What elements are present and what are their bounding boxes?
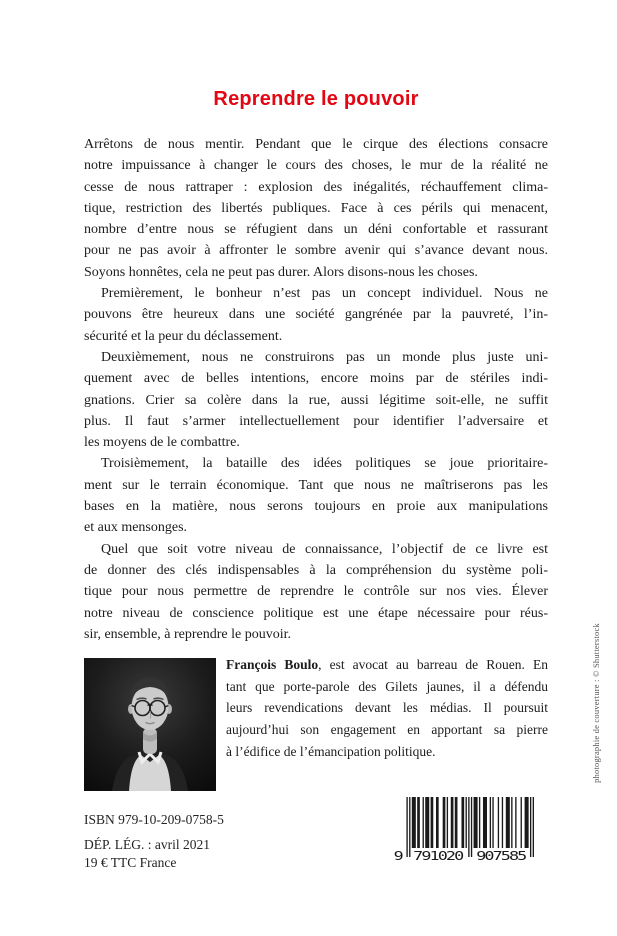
paragraph bbox=[84, 283, 548, 347]
text-line: François Boulo, est avocat au barreau de Rouen. En bbox=[226, 657, 548, 672]
author-portrait-illustration bbox=[84, 658, 216, 791]
text-line: sir, ensemble, à reprendre le pouvoir. bbox=[84, 626, 292, 642]
text-line: notre impuissance à changer le cours des choses, le mur de la réalité ne bbox=[84, 158, 548, 174]
text-line: ment sur le terrain économique. Tant que nous ne maîtriserons pas les bbox=[84, 477, 548, 493]
text-line: notre niveau de conscience politique est une étape nécessaire pour réus- bbox=[84, 605, 548, 621]
text-line: gnations. Crier sa colère dans la rue, aussi légitime soit-elle, ne suffit bbox=[84, 392, 548, 408]
svg-text:907585: 907585 bbox=[476, 849, 528, 864]
text-line: sécurité et la peur du déclassement. bbox=[84, 328, 283, 344]
text-line: tique, restriction des libertés publiques. Face à ces périls qui menacent, bbox=[84, 200, 548, 216]
text-line: tique pour nous permettre de reprendre le contrôle sur nos vies. Élever bbox=[84, 584, 548, 600]
text-line: pour ne pas avoir à affronter le sombre avenir qui s’avance devant nous. bbox=[84, 243, 548, 259]
author-bio bbox=[226, 654, 548, 791]
text-line: les moyens de le combattre. bbox=[84, 435, 240, 451]
text-line: Quel que soit votre niveau de connaissance, l’objectif de ce livre est bbox=[101, 541, 548, 557]
legal-block bbox=[84, 836, 210, 871]
paragraph bbox=[84, 453, 548, 538]
back-cover-text bbox=[84, 134, 548, 645]
text-line: leurs revendications devant les médias. Il poursuit bbox=[226, 700, 548, 716]
book-title: Reprendre le pouvoir bbox=[213, 88, 419, 110]
paragraph bbox=[84, 539, 548, 645]
text-line: à l’édifice de l’émancipation politique. bbox=[226, 743, 436, 759]
text-line: Arrêtons de nous mentir. Pendant que le cirque des élections consacre bbox=[84, 137, 548, 152]
text-line: Deuxièmement, nous ne construirons pas un monde plus juste uni- bbox=[101, 349, 548, 365]
ean13-barcode bbox=[393, 797, 534, 864]
text-line: quement avec de belles intentions, encore moins par de stériles indi- bbox=[84, 371, 548, 387]
text-line: nombre d’entre nous se réfugient dans un déni confortable et rassurant bbox=[84, 222, 548, 238]
text-line: aujourd’hui son engagement en apportant sa pierre bbox=[226, 722, 548, 738]
text-line: Soyons honnêtes, cela ne peut pas durer. Alors disons-nous les choses. bbox=[84, 264, 478, 280]
author-photo bbox=[84, 658, 216, 791]
text-line: tant que porte-parole des Gilets jaunes, il a défendu bbox=[226, 678, 548, 694]
text-line: bases en la matière, nous serons toujours en proie aux manipulations bbox=[84, 499, 548, 515]
text-line: plus. Il faut s’armer intellectuellement pour identifier l’adversaire et bbox=[84, 413, 548, 429]
legal-deposit-text: DÉP. LÉG. : avril 2021 bbox=[84, 837, 210, 852]
text-line: Troisièmement, la bataille des idées politiques se joue prioritaire- bbox=[101, 456, 548, 472]
author-section bbox=[84, 658, 548, 791]
paragraph bbox=[84, 347, 548, 453]
author-name: François Boulo bbox=[226, 657, 319, 672]
svg-text:791020: 791020 bbox=[413, 849, 465, 864]
text-line: Premièrement, le bonheur n’est pas un concept individuel. Nous ne bbox=[101, 286, 548, 302]
photo-credit-text: photographie de couverture : © Shutterstock bbox=[591, 623, 601, 783]
svg-text:9: 9 bbox=[393, 849, 404, 864]
price-text: 19 € TTC France bbox=[84, 854, 177, 870]
paragraph bbox=[84, 134, 548, 283]
text-line: de donner des clés indispensables à la compréhension du système poli- bbox=[84, 562, 548, 578]
text-line: cesse de nous rattraper : explosion des inégalités, réchauffement clima- bbox=[84, 179, 548, 195]
isbn-text: ISBN 979-10-209-0758-5 bbox=[84, 812, 224, 827]
text-line: pouvons être heureux dans une société gangrénée par la pauvreté, l’in- bbox=[84, 307, 548, 323]
text-line: et aux mensonges. bbox=[84, 520, 188, 536]
